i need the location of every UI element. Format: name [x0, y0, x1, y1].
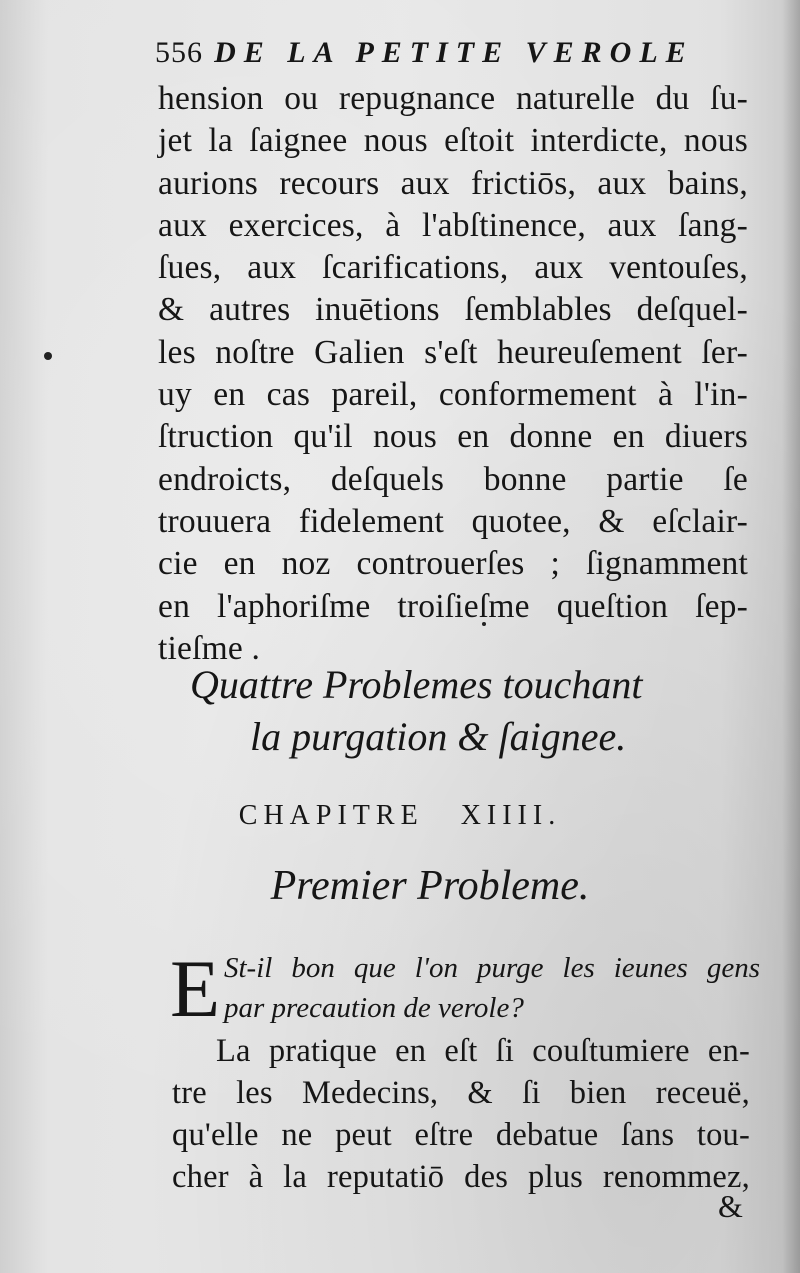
- page-header: [155, 36, 755, 78]
- text-line: endroicts, deſquels bonne partie ſe: [158, 460, 748, 498]
- text-line: jet la ſaignee nous eſtoit interdicte, nous: [158, 122, 748, 160]
- text-line: ſues, aux ſcarifications, aux ventouſes,: [158, 249, 748, 287]
- answer-text: [172, 1030, 750, 1198]
- text-line: tre les Medecins, & ſi bien receuë,: [172, 1075, 750, 1111]
- text-line: & autres inuētions ſemblables deſquel-: [158, 291, 748, 329]
- text-line: cher à la reputatiō des plus renommez,: [172, 1159, 750, 1195]
- text-line: ſtruction qu'il nous en donne en diuers: [158, 418, 748, 456]
- running-title: DE LA PETITE VEROLE: [214, 36, 694, 69]
- ink-speck: [44, 352, 52, 360]
- text-line: qu'elle ne peut eſtre debatue ſans tou-: [172, 1117, 750, 1153]
- text-line: les noſtre Galien s'eſt heureuſement ſer-: [158, 333, 748, 371]
- chapter-number: XIIII.: [460, 800, 562, 831]
- text-line: aurions recours aux frictiōs, aux bains,: [158, 164, 748, 202]
- text-line: tieſme .: [158, 629, 261, 667]
- chapter-heading: [0, 800, 800, 832]
- question-block: [170, 943, 760, 1034]
- catchword: &: [718, 1188, 743, 1224]
- text-line: cie en noz controuerſes ; ſignamment: [158, 545, 748, 583]
- text-line: La pratique en eſt ſi couſtumiere en-: [216, 1033, 750, 1069]
- chapter-label: CHAPITRE: [238, 800, 424, 831]
- text-line: hension ou repugnance naturelle du ſu-: [158, 80, 748, 117]
- section-heading-line: la purgation & ſaignee.: [250, 714, 627, 759]
- body-text: [158, 78, 748, 670]
- page-edge-shadow: [782, 0, 800, 1273]
- drop-cap: E: [170, 943, 221, 1034]
- text-line: aux exercices, à l'abſtinence, aux ſang-: [158, 206, 748, 244]
- text-line: en l'aphoriſme troiſieſme queſtion ſep-: [158, 587, 748, 625]
- text-line: uy en cas pareil, conformement à l'in-: [158, 376, 748, 414]
- section-heading-line: Quattre Problemes touchant: [190, 662, 643, 707]
- section-heading: [150, 660, 770, 764]
- question-line: par precaution de verole?: [224, 992, 524, 1024]
- problem-title: Premier Probleme.: [270, 863, 590, 909]
- page-number: 556: [155, 36, 203, 69]
- question-line: St-il bon que l'on purge les ieunes gens: [224, 952, 760, 984]
- text-line: trouuera fidelement quotee, & eſclair-: [158, 502, 748, 540]
